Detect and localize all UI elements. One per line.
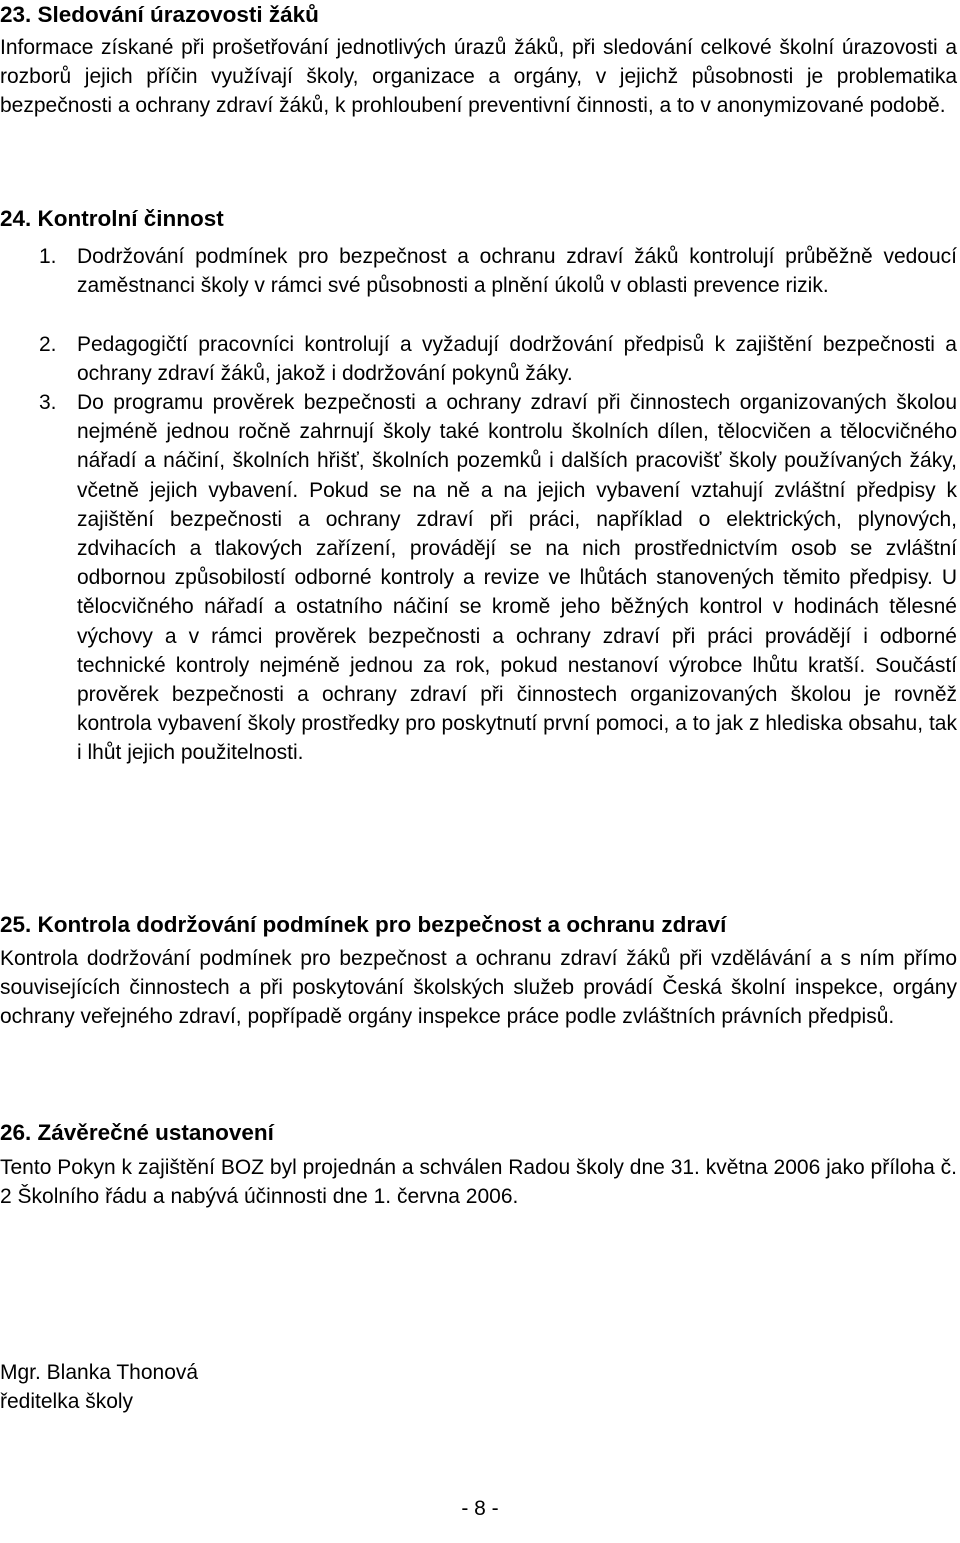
section-23-paragraph: Informace získané při prošetřování jednotlivých úrazů žáků, při sledování celkové školní úrazovosti a rozborů jejich příčin využívají školy, organizace a orgány, v jejichž působnosti je problematika bezpečnosti a ochrany zdraví žáků, k prohloubení preventivní činnosti, a to v anonymizované podobě.: [0, 36, 957, 118]
list-number: 1.: [39, 245, 57, 268]
list-number: 2.: [39, 333, 57, 356]
page-number: - 8 -: [461, 1497, 499, 1520]
signature-role: ředitelka školy: [0, 1390, 134, 1413]
section-25-heading: 25. Kontrola dodržování podmínek pro bezpečnost a ochranu zdraví: [0, 912, 727, 937]
list-item-text: Pedagogičtí pracovníci kontrolují a vyžadují dodržování předpisů k zajištění bezpečnosti a ochrany zdraví žáků, jakož i dodržování pokynů žáky.: [77, 333, 957, 386]
control-item-1: [0, 242, 957, 300]
list-item-text: Dodržování podmínek pro bezpečnost a ochranu zdraví žáků kontrolují průběžně vedoucí zaměstnanci školy v rámci své působnosti a plnění úkolů v oblasti prevence rizik.: [77, 245, 957, 298]
list-item-text: Do programu prověrek bezpečnosti a ochrany zdraví při činnostech organizovaných školou nejméně jednou ročně zahrnují školy také kontrolu školních dílen, tělocvičen a tělocvičného nářadí a náčiní, školních hřišť, školních pozemků i dalších pracovišť školy používaných žáky, včetně jejich vybavení. Pokud se na ně a na jejich vybavení vztahují zvláštní předpisy k zajištění bezpečnosti a ochrany zdraví při práci, například o elektrických, plynových, zdvihacích a tlakových zařízení, provádějí se na nich prostřednictvím osob se zvláštní odbornou způsobilostí odborné kontroly a revize ve lhůtách stanovených těmito předpisy. U tělocvičného nářadí a ostatního náčiní se kromě jeho běžných kontrol v hodinách tělesné výchovy a v rámci prověrek bezpečnosti a ochrany zdraví při práci provádějí i odborné technické kontroly nejméně jednou za rok, pokud nestanoví výrobce lhůtu kratší. Součástí prověrek bezpečnosti a ochrany zdraví při činnostech organizovaných školou je rovněž kontrola vybavení školy prostředky pro poskytnutí první pomoci, a to jak z hlediska obsahu, tak i lhůt jejich použitelnosti.: [77, 391, 957, 765]
section-26-paragraph: Tento Pokyn k zajištění BOZ byl projednán a schválen Radou školy dne 31. května 2006 jako příloha č. 2 Školního řádu a nabývá účinnosti dne 1. června 2006.: [0, 1156, 957, 1209]
section-25-paragraph: Kontrola dodržování podmínek pro bezpečnost a ochranu zdraví žáků při vzdělávání a s ním přímo souvisejících činnostech a při poskytování školských služeb provádí Česká školní inspekce, orgány ochrany veřejného zdraví, popřípadě orgány inspekce práce podle zvláštních právních předpisů.: [0, 947, 957, 1029]
list-number: 3.: [39, 391, 57, 414]
control-item-3: [0, 388, 957, 768]
section-24-heading: 24. Kontrolní činnost: [0, 206, 224, 231]
section-23-heading: 23. Sledování úrazovosti žáků: [0, 2, 319, 27]
signature-name: Mgr. Blanka Thonová: [0, 1361, 199, 1384]
section-26-heading: 26. Závěrečné ustanovení: [0, 1120, 274, 1145]
control-item-2: [0, 330, 957, 388]
